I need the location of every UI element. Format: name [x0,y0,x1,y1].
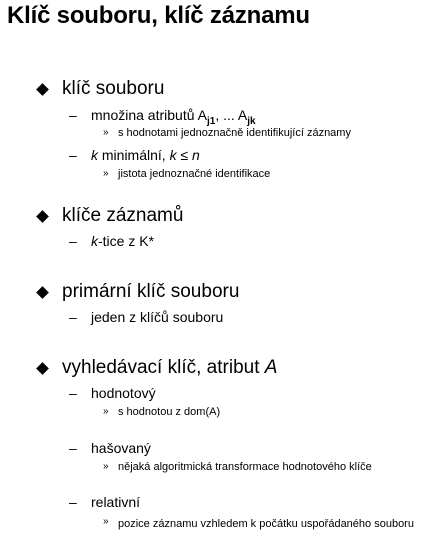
item-value-key: hodnotový [91,385,156,401]
section-heading-record-keys: klíče záznamů [62,205,184,226]
dash-bullet-icon: – [69,309,77,325]
subitem-domain-value: s hodnotou z dom(A) [118,406,221,418]
subitem-unique-identification: jistota jednoznačné identifikace [118,168,271,180]
section-heading-primary-key: primární klíč souboru [62,281,240,302]
slide-title: Klíč souboru, klíč záznamu [7,2,310,29]
item-attribute-set: množina atributů $A_{j1}$, ... $A_{jk}$ [91,107,256,127]
diamond-bullet-icon [36,83,49,96]
item-hashed-key: hašovaný [91,440,151,456]
dash-bullet-icon: – [69,233,77,249]
diamond-bullet-icon [36,362,49,375]
dash-bullet-icon: – [69,147,77,163]
section-heading-file-key: klíč souboru [62,78,165,99]
dash-bullet-icon: – [69,494,77,510]
sub-bullet-icon: » [103,168,109,179]
dash-bullet-icon: – [69,440,77,456]
diamond-bullet-icon [36,286,49,299]
subitem-unique-values: s hodnotami jednoznačně identifikující záznamy [118,127,351,139]
section-heading-search-key: vyhledávací klíč, atribut A [62,357,278,378]
item-k-minimal: k minimální, k ≤ n [91,147,200,163]
sub-bullet-icon: » [103,461,109,472]
subitem-algorithmic-transform: nějaká algoritmická transformace hodnotového klíče [118,461,372,473]
sub-bullet-icon: » [103,406,109,417]
dash-bullet-icon: – [69,107,77,123]
item-relative-key: relativní [91,494,141,510]
diamond-bullet-icon [36,210,49,223]
sub-bullet-icon: » [103,127,109,138]
sub-bullet-icon: » [103,516,109,527]
item-k-tuples: k-tice z K* [91,233,155,249]
dash-bullet-icon: – [69,385,77,401]
item-one-of-keys: jeden z klíčů souboru [91,309,224,325]
subitem-record-position: pozice záznamu vzhledem k počátku uspořádaného souboru [118,518,414,530]
